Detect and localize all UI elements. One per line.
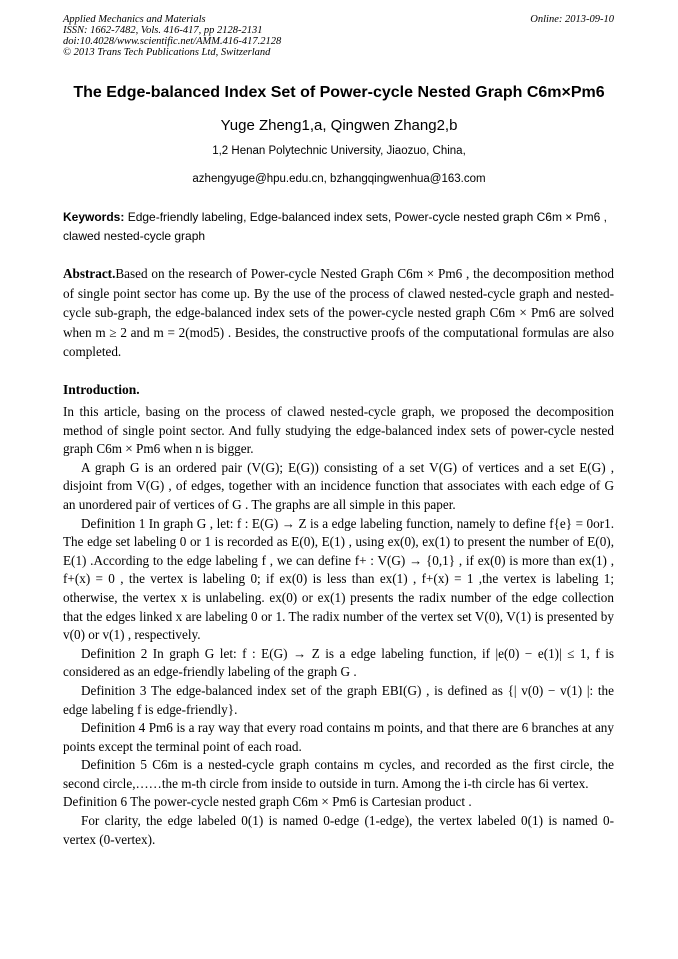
affiliation: 1,2 Henan Polytechnic University, Jiaozuo, China,	[212, 145, 466, 157]
paragraph: Definition 4 Pm6 is a ray way that every road contains m points, and that there are 6 branches at any points except the terminal point of each road.	[63, 720, 614, 754]
paragraph: Definition 2 In graph G let: f : E(G) → Z is a edge labeling function, if |e(0) − e(1)| ≤ 1, f is considered as an edge-friendly labeling of the graph G .	[63, 645, 614, 680]
online-date: Online: 2013-09-10	[530, 14, 614, 25]
emails: azhengyuge@hpu.edu.cn, bzhangqingwenhua@163.com	[192, 173, 486, 185]
copyright-line: © 2013 Trans Tech Publications Ltd, Switzerland	[63, 47, 271, 58]
paragraph: In this article, basing on the process of clawed nested-cycle graph, we proposed the decomposition method of single point sector. And fully studying the edge-balanced index sets of power-cycle nested graph C6m × Pm6 when n is bigger.	[63, 404, 614, 457]
intro-body	[63, 403, 614, 849]
journal-header	[63, 14, 281, 58]
issn-line: ISSN: 1662-7482, Vols. 416-417, pp 2128-2131	[63, 25, 263, 36]
abstract	[63, 264, 614, 362]
keywords	[63, 208, 614, 246]
paragraph: Definition 5 C6m is a nested-cycle graph contains m cycles, and recorded as the first circle, the second circle,……the m-th circle from inside to outside in turn. Among the i-th circle has 6i vertex.	[63, 757, 614, 791]
keywords-label: Keywords:	[63, 210, 125, 224]
paragraph: Definition 1 In graph G , let: f : E(G) → Z is a edge labeling function, namely to define f{e} = 0or1. The edge set labeling 0 or 1 is recorded as E(0), E(1) , using ex(0), ex(1) to present the number of E(0), E(1) .According to the edge labeling f , we can define f+ : V(G) → {0,1} , if ex(0) is more than ex(1) , f+(x) = 0 , the vertex is labeling 0; if ex(0) is less than ex(1) , f+(x) = 1 ,the vertex is labeling 1; otherwise, the vertex x is unlabeling. ex(0) or ex(1) presents the radix number of the edge collection that the edges linked x are labeling 0 or 1. The radix number of the vertex set V(0), V(1) is presented by v(0) or v(1) , respectively.	[63, 515, 614, 643]
authors: Yuge Zheng1,a, Qingwen Zhang2,b	[220, 117, 458, 134]
intro-heading: Introduction.	[63, 382, 140, 397]
paragraph: Definition 3 The edge-balanced index set of the graph EBI(G) , is defined as {| v(0) − v(1) |: the edge labeling f is edge-friendly}.	[63, 682, 614, 717]
paragraph: A graph G is an ordered pair (V(G); E(G)) consisting of a set V(G) of vertices and a set E(G) , disjoint from V(G) , of edges, together with an incidence function that associates with each edge of G an unordered pair of vertices of G . The graphs are all simple in this paper.	[63, 459, 614, 512]
paragraph: Definition 6 The power-cycle nested graph C6m × Pm6 is Cartesian product .	[63, 794, 472, 810]
abstract-label: Abstract.	[63, 266, 116, 281]
paper-title: The Edge-balanced Index Set of Power-cycle Nested Graph C6m×Pm6	[73, 84, 605, 101]
keywords-line1: Edge-friendly labeling, Edge-balanced index sets, Power-cycle nested graph C6m × Pm6 ,	[127, 210, 607, 224]
doi-line: doi:10.4028/www.scientific.net/AMM.416-417.2128	[63, 36, 282, 47]
abstract-text: Based on the research of Power-cycle Nested Graph C6m × Pm6 , the decomposition method of single point sector has come up. By the use of the process of clawed nested-cycle graph and nested-cycle sub-graph, the edge-balanced index sets of the power-cycle nested graph C6m × Pm6 are solved when m ≥ 2 and m = 2(mod5) . Besides, the constructive proofs of the computational formulas are also completed.	[63, 266, 614, 359]
paragraph: For clarity, the edge labeled 0(1) is named 0-edge (1-edge), the vertex labeled 0(1) is named 0-vertex (0-vertex).	[63, 813, 614, 847]
journal-name: Applied Mechanics and Materials	[63, 14, 206, 25]
keywords-line2: clawed nested-cycle graph	[63, 229, 206, 243]
